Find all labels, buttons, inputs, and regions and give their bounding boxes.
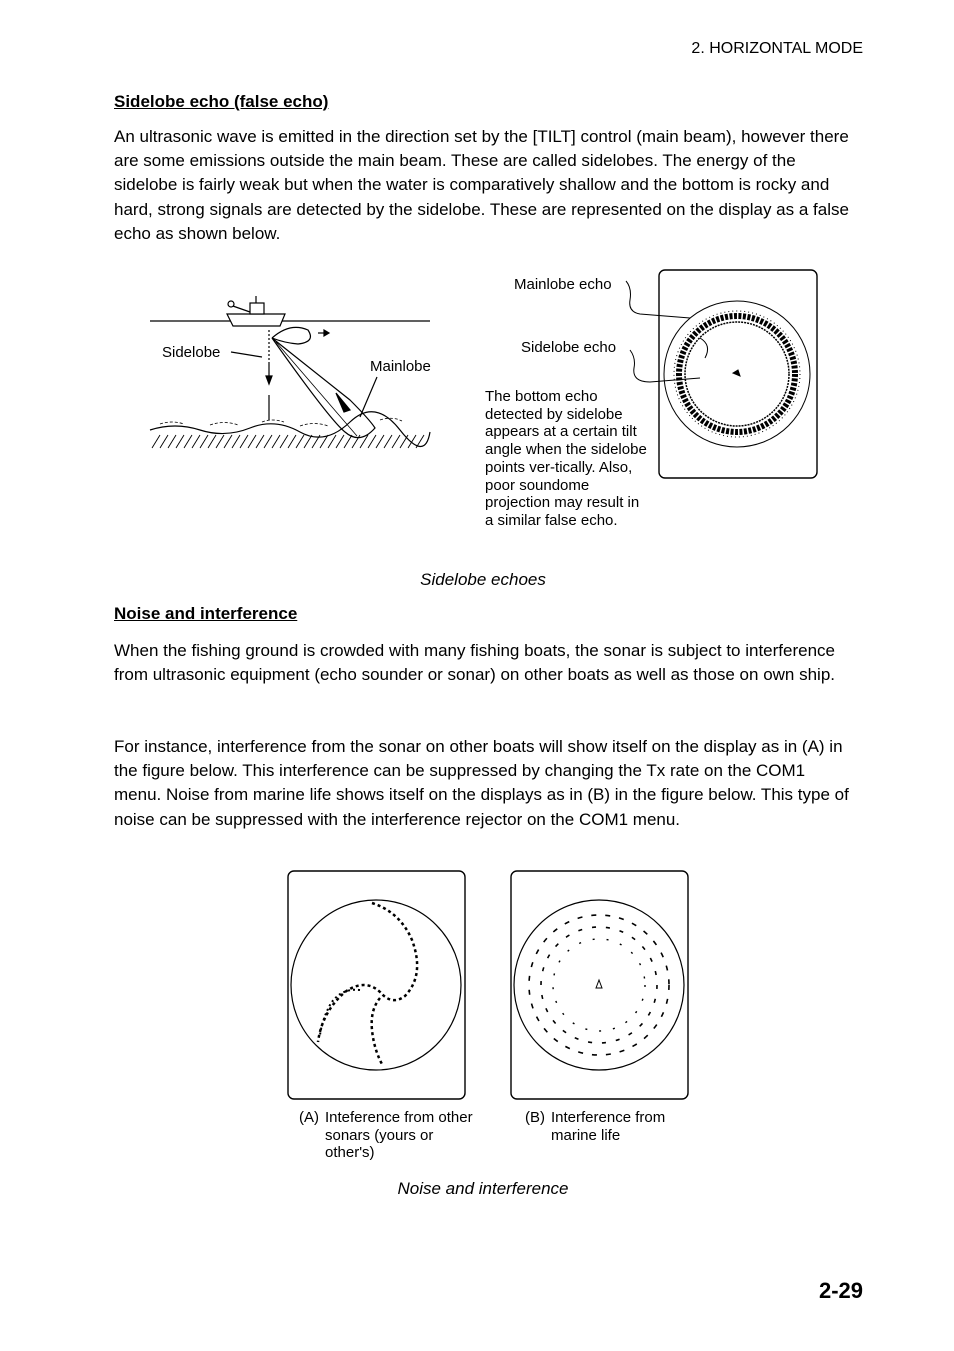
running-header: 2. HORIZONTAL MODE: [691, 40, 863, 57]
label-b-prefix: (B): [525, 1109, 545, 1126]
section-heading-noise: Noise and interference: [114, 604, 298, 623]
sidelobe-echo-leader: [630, 350, 700, 382]
label-sidelobe: Sidelobe: [162, 344, 221, 361]
display-frame-a: [288, 871, 465, 1099]
label-a-text: Inteference from other sonars (yours or other's): [325, 1109, 473, 1162]
marine-noise-ring-2: [541, 927, 657, 1043]
sidelobe-leader: [231, 352, 262, 357]
mainlobe-beam: [272, 338, 375, 438]
mainlobe-leader: [360, 377, 377, 417]
interference-display-b: [511, 871, 688, 1099]
mainlobe-echo-leader: [626, 281, 690, 318]
marine-noise-ring-3: [553, 939, 645, 1031]
paragraph-noise-1: When the fishing ground is crowded with many fishing boats, the sonar is subject to interference from ultrasonic equipment (echo sounder or sonar) on other boats as well as those on own ship.: [114, 641, 836, 685]
label-sidelobe-echo: Sidelobe echo: [521, 339, 617, 356]
paragraph-sidelobe: An ultrasonic wave is emitted in the direction set by the [TILT] control (main beam), however there are some emissions outside the main beam. These are called sidelobes. The energy of the sidelobe is fairly weak but when the water is comparatively shallow and the bottom is rocky and hard, strong signals are detected by the sidelobe. These are represented on the display as a false echo as shown below.: [114, 127, 849, 243]
label-b-text: Interference from marine life: [551, 1109, 666, 1144]
boat-icon: [227, 314, 285, 326]
interference-display-a: [288, 871, 465, 1099]
own-ship-icon-b: [596, 980, 602, 988]
label-mainlobe-echo: Mainlobe echo: [514, 276, 612, 293]
interference-spiral-a2: [372, 998, 383, 1066]
marine-noise-ring-1: [529, 915, 669, 1055]
mainlobe-arrow-icon: [336, 393, 350, 412]
figure-caption-sidelobe: Sidelobe echoes: [420, 570, 546, 589]
label-a-prefix: (A): [299, 1109, 319, 1126]
sidelobe-note: The bottom echo detected by sidelobe appears at a certain tilt angle when the sidelobe points ver-tically. Also, poor soundome projection may result in a similar false echo.: [485, 388, 647, 529]
side-lobe-shape: [272, 327, 310, 344]
figure-caption-noise: Noise and interference: [397, 1179, 569, 1198]
display-ring-a: [291, 900, 461, 1070]
paragraph-noise-2: For instance, interference from the sonar on other boats will show itself on the display as in (A) in the figure below. This interference can be suppressed by changing the Tx rate on the COM1 menu. Noise from marine life shows itself on the displays as in (B) in the figure below. This type of noise can be suppressed with the interference rejector on the COM1 menu.: [114, 737, 849, 829]
section-heading-sidelobe: Sidelobe echo (false echo): [114, 92, 329, 111]
interference-spiral-a1: [318, 903, 417, 1042]
label-mainlobe: Mainlobe: [370, 358, 431, 375]
page-number: 2-29: [818, 1278, 863, 1303]
display-ring-b: [514, 900, 684, 1070]
own-ship-icon: [733, 370, 740, 376]
display-frame-b: [511, 871, 688, 1099]
sidelobe-display: [626, 270, 817, 478]
seabed-hatching: [152, 435, 424, 448]
